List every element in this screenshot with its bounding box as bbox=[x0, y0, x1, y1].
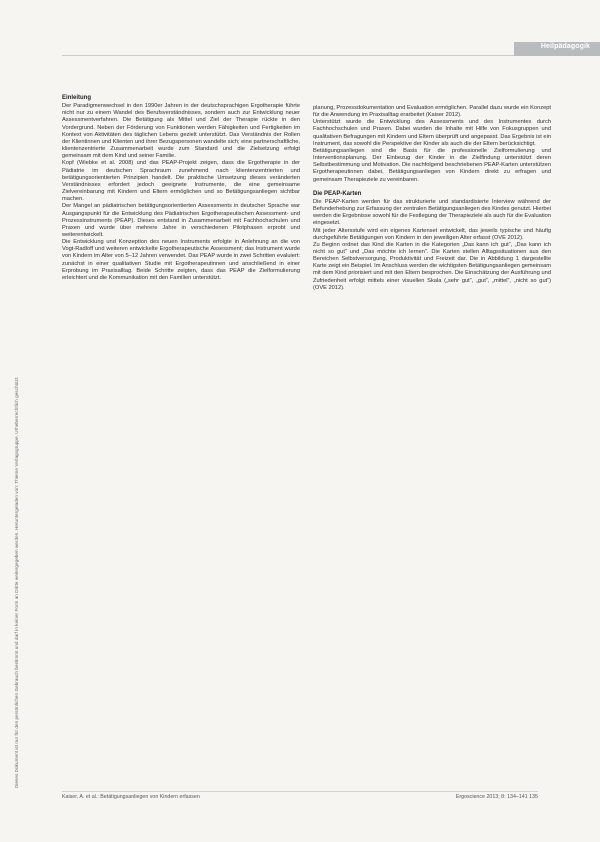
paragraph: Betätigungsanliegen sind die Basis für die professionelle Zielformulierung und Interventionsplanung. Der Einbezug der Kinder in die Zielfindung unterstützt deren Selbstbestimmung und Motivation. Die nachfolgend beschriebenen PEAP-Karten unterstützen Ergotherapeutinnen dabei, Betätigungsanliegen von Kindern direkt zu erfragen und gemeinsam Therapieziele zu vereinbaren. bbox=[313, 147, 551, 183]
right-column bbox=[313, 105, 551, 292]
footer-rule bbox=[62, 791, 538, 792]
section-heading-peap-cards: Die PEAP-Karten bbox=[313, 190, 362, 197]
paragraph: Die Entwicklung und Konzeption des neuen Instruments erfolgte in Anlehnung an die von Vogt-Radloff und weiteren entwickelte Ergotherapeutische Assessment; das Instrument wurde von Kindern im Alter von 5–12 Jahren verwendet. Das PEAP wurde in zwei Schritten evaluiert: zunächst in einer qualitativen Studie mit Ergotherapeutinnen und anschließend in einer Erprobung im Praxisalltag. Beide Schritte zeigten, dass das PEAP die Zielformulierung erleichtert und die Kommunikation mit den Familien unterstützt. bbox=[62, 239, 300, 281]
paragraph: Der Paradigmenwechsel in den 1990er Jahren in der deutschsprachigen Ergotherapie führte nicht nur zu einem Wandel des Berufsverständnisses, sondern auch zur Entwicklung neuer Assessmentverfahren. Die Betätigung als Mittel und Ziel der Therapie rückte in den Vordergrund. Neben der Förderung von Funktionen werden Fähigkeiten und Fertigkeiten im Kontext von Aktivitäten des täglichen Lebens gezielt unterstützt. Das Verständnis der Rollen der Klientinnen und Klienten und ihrer Bezugspersonen wandelte sich; eine partnerschaftliche, klientenzentrierte Zusammenarbeit wurde zum Standard und die Zielsetzung erfolgt gemeinsam mit dem Kind und seiner Familie. bbox=[62, 103, 300, 160]
header-rule bbox=[62, 55, 514, 56]
side-copyright-note bbox=[14, 88, 24, 788]
paragraph: Kopf (Wiebke et al. 2008) und das PEAP-Projekt zeigen, dass die Ergotherapie in der Pädiatrie im deutschen Sprachraum zunehmend nach klientenzentrierten und betätigungsorientierten Prinzipien handelt. Die praktische Umsetzung dieses veränderten Verständnisses erfordert jedoch geeignete Instrumente, die eine gemeinsame Zielvereinbarung mit Kindern und Eltern ermöglichen und so Betätigungsanliegen sichtbar machen. bbox=[62, 160, 300, 203]
footer-citation: Kaiser, A. et al.: Betätigungsanliegen von Kindern erfassen bbox=[62, 794, 200, 800]
paragraph: planung, Prozessdokumentation und Evaluation ermöglichen. Parallel dazu wurde ein Konzept für die Anwendung im Praxisalltag erarbeitet (Kaiser 2012). bbox=[313, 105, 551, 119]
spacer bbox=[313, 184, 551, 191]
paragraph: Die PEAP-Karten werden für das strukturierte und standardisierte Interview während der Befunderhebung zur Erfassung der zentralen Betätigungsanliegen des Kindes genutzt. Hierbei werden die Ergebnisse sowohl für die Festlegung der Therapieziele als auch für die Evaluation eingesetzt. bbox=[313, 198, 551, 227]
paragraph: Der Mangel an pädiatrischen betätigungsorientierten Assessments in deutscher Sprache war Ausgangspunkt für die Entwicklung des Pädiatrischen Ergotherapeutischen Assessment- und Prozessinstruments (PEAP). Dieses entstand in Zusammenarbeit mit Fachhochschulen und Praxen und wurde über mehrere Jahre in verschiedenen Pilotphasen erprobt und weiterentwickelt. bbox=[62, 203, 300, 238]
section-label: Heilpädagogik bbox=[540, 43, 590, 50]
paragraph: Zu Beginn ordnet das Kind die Karten in die Kategorien „Das kann ich gut“, „Das kann ich nicht so gut“ und „Das möchte ich lernen“. Die Karten stellen Alltagssituationen aus den Bereichen Selbstversorgung, Produktivität und Freizeit dar. Die in Abbildung 1 dargestellte Karte zeigt ein Beispiel. Im Anschluss werden die wichtigsten Betätigungsanliegen gemeinsam mit dem Kind priorisiert und mit den Eltern besprochen. Die Einschätzung der Ausführung und Zufriedenheit erfolgt mittels einer visuellen Skala („sehr gut“, „gut“, „mittel“, „nicht so gut“) (OVE 2012). bbox=[313, 241, 551, 291]
footer-journal-page: Ergoscience 2013; 8: 134–141 135 bbox=[455, 794, 538, 800]
paragraph: Unterstützt wurde die Entwicklung des Assessments und des Instrumentes durch Fachhochschulen und Praxen. Dabei wurden die Inhalte mit Hilfe von Fokusgruppen und qualitativen Befragungen mit Kindern und Eltern überprüft und angepasst. Das Ergebnis ist ein Instrument, das sowohl die Perspektive der Kinder als auch die der Eltern berücksichtigt. bbox=[313, 119, 551, 147]
side-note-text: Dieses Dokument ist nur für den persönlichen Gebrauch bestimmt und darf in keiner Form an Dritte weitergegeben werden. Heruntergeladen von: Thieme Verlagsgruppe. Urheberrechtlich geschützt. bbox=[14, 376, 19, 788]
paragraph: Mit jeder Altersstufe wird ein eigenes Kartenset entwickelt, das jeweils typische und häufig durchgeführte Betätigungen von Kindern in den jeweiligen Alter erfasst (OVE 2012). bbox=[313, 227, 551, 241]
section-header-tab bbox=[514, 42, 600, 56]
left-column bbox=[62, 95, 300, 282]
section-heading-introduction: Einleitung bbox=[62, 95, 91, 101]
